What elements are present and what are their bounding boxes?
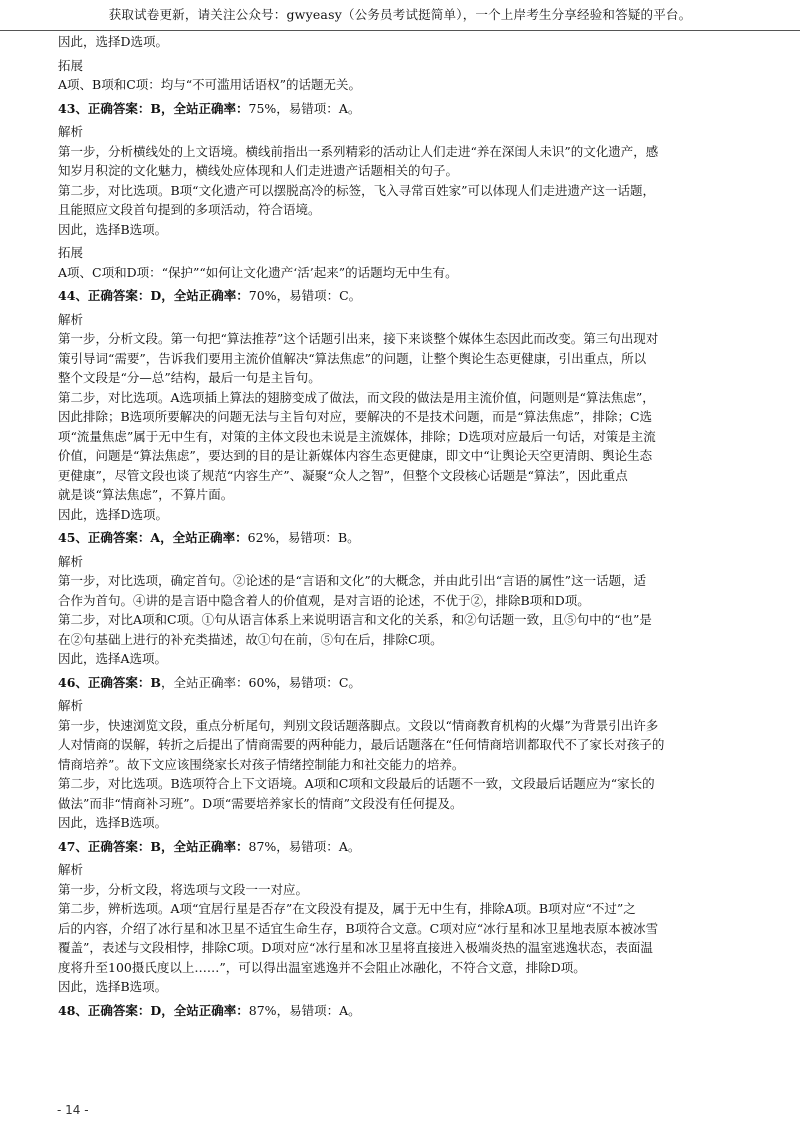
text-line: 知岁月积淀的文化魅力，横线处应体现和人们走进遗产话题相关的句子。 [58,163,459,178]
text-line: 第一步，分析文段。第一句把“算法推荐”这个话题引出来，接下来谈整个媒体生态因此而改变。第三句出现对 [58,331,659,346]
text-line: 项“流量焦虑”属于无中生有，对策的主体文段也未说是主流媒体，排除；D选项对应最后一句话，对策是主流 [58,428,656,444]
page-number: - 14 - [57,1103,89,1117]
text-line: 在②句基础上进行的补充类描述，故①句在前，⑤句在后，排除C项。 [58,631,443,647]
text-line: 第一步，对比选项，确定首句。②论述的是“言语和文化”的大概念，并由此引出“言语的属性”这一话题，适 [58,573,647,588]
question-number: 45、正确答案： [58,530,151,545]
expand-heading: 拓展 [58,245,84,260]
question-number: 47、正确答案： [58,838,151,854]
text-line: 第二步，对比A项和C项。①句从语言体系上来说明语言和文化的关系，和②句话题一致，且⑤句中的“也”是 [58,612,652,627]
text-line: 因此，选择D选项。 [58,34,169,49]
answer-line [58,99,778,119]
text-line: 更健康”，尽管文段也谈了规范“内容生产”、凝聚“众人之智”，但整个文段核心话题是“算法”，因此重点 [58,467,628,483]
wrong-option: C。 [339,288,362,303]
text-line: 情商培养”。故下文应该围绕家长对孩子情绪控制能力和社交能力的培养。 [58,756,465,772]
expand-heading: 拓展 [58,57,84,73]
text-line: 第一步，分析文段，将选项与文段一一对应。 [58,881,309,897]
correct-answer: B [150,100,161,116]
text-line: 第一步，快速浏览文段，重点分析尾句，判别文段话题落脚点。文段以“情商教育机构的火爆”为背景引出许多 [58,717,659,733]
question-number: 48、正确答案： [58,1002,151,1018]
wrong-option: A。 [338,838,361,854]
correct-rate: 60% [248,674,277,690]
answer-line [58,673,778,693]
wrong-label: ，易错项： [276,288,340,303]
text-line: 因此，选择B选项。 [58,221,168,237]
text-line: 合作为首句。④讲的是言语中隐含着人的价值观，是对言语的论述，不优于②，排除B项和D项。 [58,592,590,608]
text-line: 第二步，辨析选项。A项“宜居行星是否存”在文段没有提及，属于无中生有，排除A项。B项对应“不过”之 [58,901,636,916]
answer-line [58,286,778,306]
text-line: 做法”而非“情商补习班”。D项“需要培养家长的情商”文段没有任何提及。 [58,795,463,811]
analysis-heading: 解析 [58,862,84,877]
rate-label: ，全站正确率： [160,100,249,116]
correct-answer: D [150,288,162,303]
document-body [58,32,778,1020]
text-line: 因此排除；B选项所要解决的问题无法与主旨句对应，要解决的不是技术问题，而是“算法焦虑”，排除；C选 [58,409,653,424]
text-line: 第二步，对比选项。B项“文化遗产可以摆脱高冷的标签，飞入寻常百姓家”可以体现人们走进遗产这一话题， [58,182,655,198]
question-number: 46、正确答案： [58,674,151,690]
text-line: 策引导词“需要”，告诉我们要用主流价值解决“算法焦虑”的问题，让整个舆论生态更健康，引出重点，所以 [58,350,647,366]
question-number: 43、正确答案： [58,100,151,116]
text-line: 因此，选择B选项。 [58,979,168,994]
rate-label: ，全站正确率： [160,674,249,690]
text-line: 价值，问题是“算法焦虑”，要达到的目的是让新媒体内容生态更健康，即文中“让舆论天空更清朗、舆论生态 [58,448,653,463]
answer-line [58,1001,778,1021]
text-line: 第二步，对比选项。A选项插上算法的翅膀变成了做法，而文段的做法是用主流价值，问题则是“算法焦虑”， [58,389,655,405]
wrong-label: ，易错项： [276,1002,340,1018]
analysis-heading: 解析 [58,311,84,327]
text-line: 整个文段是“分—总”结构，最后一句是主旨句。 [58,370,321,385]
analysis-heading: 解析 [58,124,84,139]
correct-answer: D [150,1002,162,1018]
wrong-option: C。 [338,674,361,690]
answer-line [58,837,778,857]
rate-label: ，全站正确率： [161,288,249,303]
correct-rate: 62% [247,530,276,545]
correct-rate: 70% [248,288,277,303]
rate-label: ，全站正确率： [160,838,249,854]
correct-rate: 87% [248,1002,277,1018]
correct-rate: 87% [248,838,277,854]
text-line: 因此，选择B选项。 [58,815,168,830]
text-line: 就是谈“算法焦虑”，不算片面。 [58,487,234,502]
correct-answer: B [150,674,161,690]
wrong-option: A。 [339,1002,361,1018]
correct-answer: B [150,838,161,854]
rate-label: ，全站正确率： [160,530,248,545]
rate-label: ，全站正确率： [161,1002,249,1018]
wrong-label: ，易错项： [276,674,339,690]
wrong-option: B。 [337,530,360,545]
text-line: 人对情商的误解，转折之后提出了情商需要的两种能力，最后话题落在“任何情商培训都取代不了家长对孩子的 [58,737,665,752]
text-line: 覆盖”，表述与文段相悖，排除C项。D项对应“冰行星和冰卫星将直接进入极端炎热的温室逃逸状态，表面温 [58,940,653,955]
text-line: 度将升至100摄氏度以上……”，可以得出温室逃逸并不会阻止冰融化，不符合文意，排除D项。 [58,959,586,975]
analysis-heading: 解析 [58,553,84,569]
text-line: A项、C项和D项：“保护”“如何让文化遗产‘活’起来”的话题均无中生有。 [58,264,458,280]
question-number: 44、正确答案： [58,288,151,303]
text-line: 第二步，对比选项。B选项符合上下文语境。A项和C项和文段最后的话题不一致，文段最后话题应为“家长的 [58,776,655,791]
text-line: 第一步，分析横线处的上文语境。横线前指出一系列精彩的活动让人们走进“养在深闺人未识”的文化遗产，感 [58,143,659,159]
text-line: A项、B项和C项：均与“不可滥用话语权”的话题无关。 [58,77,362,92]
wrong-label: ，易错项： [276,838,339,854]
wrong-option: A。 [338,100,361,116]
correct-rate: 75% [248,100,277,116]
top-banner: 获取试卷更新，请关注公众号：gwyeasy（公务员考试挺简单），一个上岸考生分享经验和答疑的平台。 [0,0,800,31]
answer-line [58,528,778,548]
text-line: 因此，选择D选项。 [58,506,169,522]
text-line: 后的内容，介绍了冰行星和冰卫星不适宜生命生存，B项符合文意。C项对应“冰行星和冰卫星地表原本被冰雪 [58,920,659,936]
text-line: 因此，选择A选项。 [58,651,168,666]
text-line: 且能照应文段首句提到的多项活动，符合语境。 [58,202,321,217]
correct-answer: A [150,530,161,545]
wrong-label: ，易错项： [275,530,338,545]
analysis-heading: 解析 [58,698,84,713]
wrong-label: ，易错项： [276,100,339,116]
